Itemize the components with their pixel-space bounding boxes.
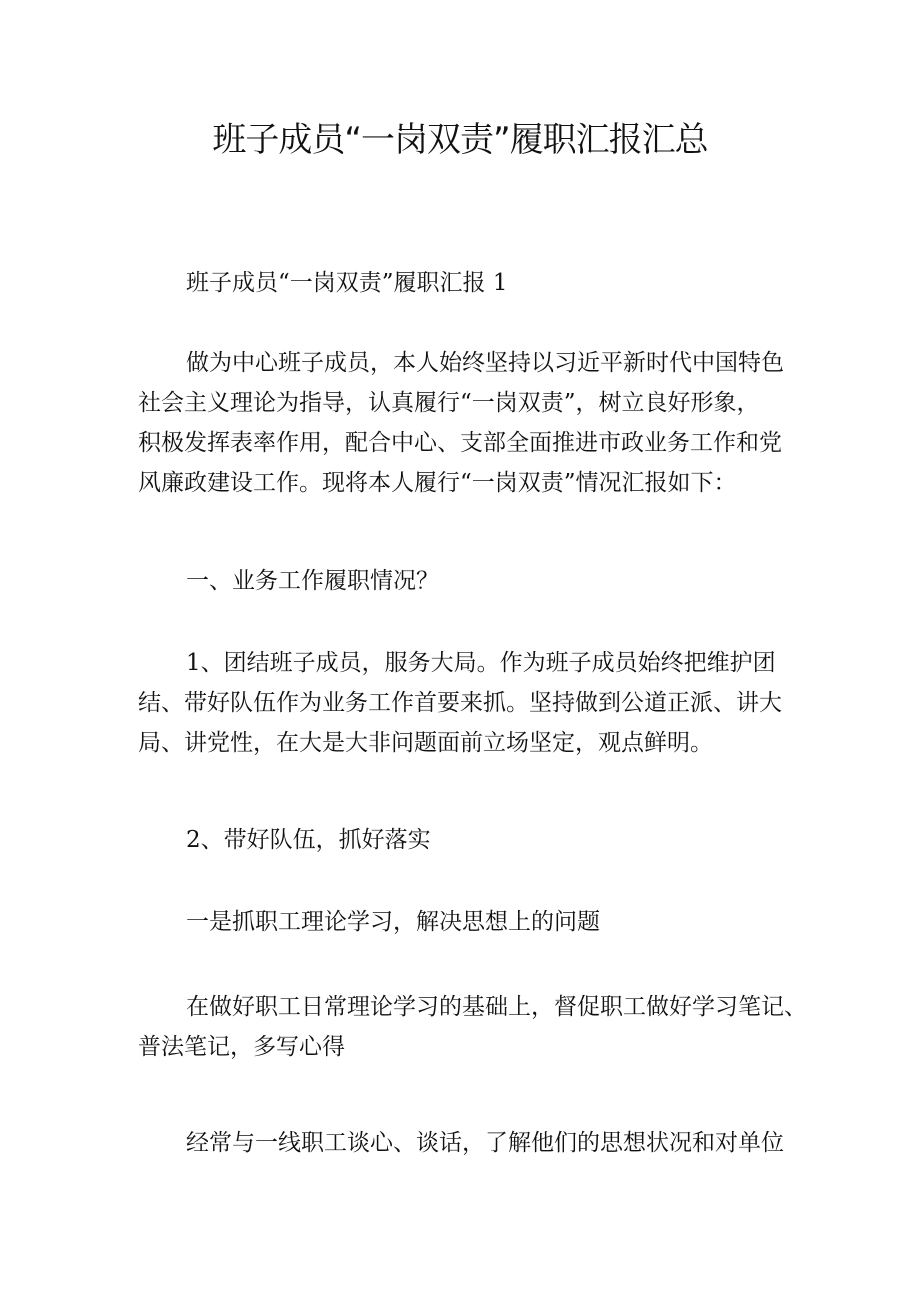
- section-1-heading-text: 一、业务工作履职情况？: [186, 568, 439, 594]
- item-1-line-2: 结、带好队伍作为业务工作首要来抓。坚持做到公道正派、讲大: [138, 690, 782, 716]
- intro-line-4: 风廉政建设工作。现将本人履行“一岗双责”情况汇报如下：: [138, 470, 737, 496]
- intro-line-2: 社会主义理论为指导，认真履行“一岗双责”，树立良好形象，: [138, 390, 760, 416]
- item-1-paragraph: [138, 643, 788, 763]
- report-subtitle: [138, 263, 788, 303]
- report-subtitle-text: 班子成员“一岗双责”履职汇报 1: [186, 270, 508, 296]
- intro-paragraph: [138, 343, 788, 503]
- intro-line-1: 做为中心班子成员，本人始终坚持以习近平新时代中国特色: [186, 350, 784, 376]
- sub-1-paragraph-2: [138, 1123, 788, 1163]
- section-1-heading: [138, 561, 788, 601]
- item-1-line-3: 局、讲党性，在大是大非问题面前立场坚定，观点鲜明。: [138, 730, 713, 756]
- sub-1-line-1: 在做好职工日常理论学习的基础上，督促职工做好学习笔记、: [186, 994, 807, 1020]
- sub-1-heading-text: 一是抓职工理论学习，解决思想上的问题: [186, 909, 600, 935]
- intro-line-3: 积极发挥表率作用，配合中心、支部全面推进市政业务工作和党: [138, 430, 782, 456]
- item-2-heading-text: 2、带好队伍，抓好落实: [186, 827, 431, 853]
- sub-1-para2-line-1: 经常与一线职工谈心、谈话，了解他们的思想状况和对单位: [186, 1130, 784, 1156]
- item-2-heading: [138, 820, 788, 860]
- sub-1-paragraph: [138, 987, 807, 1067]
- sub-1-line-2: 普法笔记，多写心得: [138, 1034, 345, 1060]
- sub-1-heading: [138, 902, 788, 942]
- document-title: 班子成员“一岗双责”履职汇报汇总: [212, 120, 708, 160]
- item-1-line-1: 1、团结班子成员，服务大局。作为班子成员始终把维护团: [186, 650, 776, 676]
